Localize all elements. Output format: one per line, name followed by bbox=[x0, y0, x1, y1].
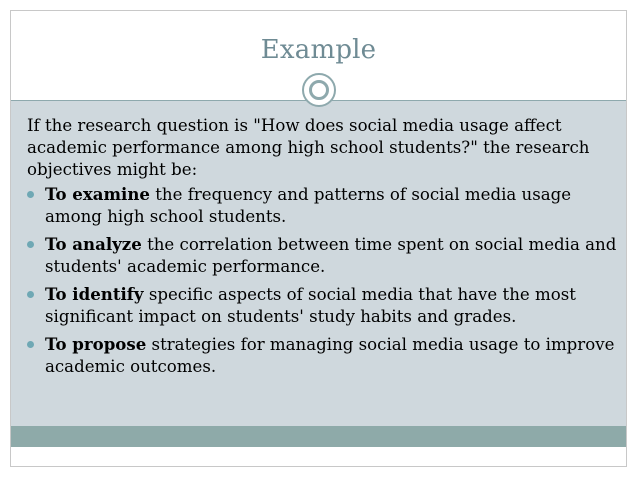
list-item bbox=[27, 183, 617, 228]
footer-band bbox=[11, 426, 626, 447]
objective-lead: To identify bbox=[45, 284, 144, 304]
bullet-icon bbox=[27, 291, 34, 298]
body-text bbox=[27, 115, 617, 383]
ring-ornament-icon bbox=[302, 73, 336, 107]
intro-text: If the research question is "How does social media usage affect academic performance among high school students?" the research objectives might be: bbox=[27, 116, 590, 179]
bullet-icon bbox=[27, 191, 34, 198]
objective-text: specific aspects of social media that have the most significant impact on students' study habits and grades. bbox=[45, 285, 576, 326]
content-panel bbox=[11, 100, 626, 447]
slide bbox=[10, 10, 627, 467]
list-item bbox=[27, 233, 617, 278]
bullet-icon bbox=[27, 341, 34, 348]
bullet-icon bbox=[27, 241, 34, 248]
objective-lead: To propose bbox=[45, 334, 147, 354]
objective-lead: To examine bbox=[45, 184, 150, 204]
objective-text: strategies for managing social media usage to improve academic outcomes. bbox=[45, 335, 615, 376]
ring-inner bbox=[309, 80, 329, 100]
objectives-list bbox=[27, 183, 617, 378]
objective-text: the frequency and patterns of social media usage among high school students. bbox=[45, 185, 572, 226]
list-item bbox=[27, 283, 617, 328]
list-item bbox=[27, 333, 617, 378]
objective-lead: To analyze bbox=[45, 234, 142, 254]
slide-title: Example bbox=[260, 35, 377, 65]
objective-text: the correlation between time spent on social media and students' academic performance. bbox=[45, 235, 617, 276]
